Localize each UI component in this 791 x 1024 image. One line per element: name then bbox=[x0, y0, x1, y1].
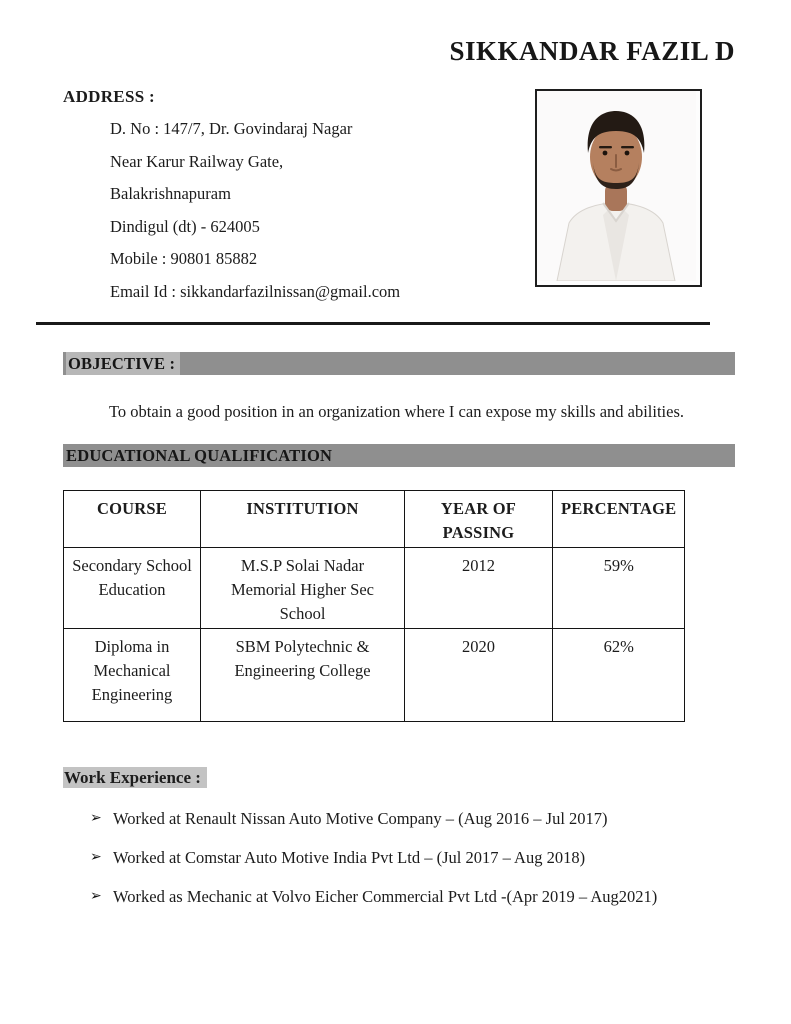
column-header-percentage: PERCENTAGE bbox=[553, 491, 685, 548]
address-line-area: Balakrishnapuram bbox=[110, 184, 231, 203]
cell-percentage: 59% bbox=[553, 548, 685, 629]
cell-year: 2020 bbox=[405, 629, 553, 722]
objective-section-heading bbox=[63, 352, 735, 375]
column-header-year-of-passing: YEAR OF PASSING bbox=[405, 491, 553, 548]
column-header-course: COURSE bbox=[64, 491, 201, 548]
column-header-institution: INSTITUTION bbox=[201, 491, 405, 548]
arrow-bullet-icon: ➢ bbox=[90, 889, 102, 904]
address-lines bbox=[110, 113, 400, 308]
address-label: ADDRESS : bbox=[63, 87, 155, 106]
table-row-diploma bbox=[64, 629, 685, 722]
work-experience-heading bbox=[63, 768, 735, 788]
address-line-house: D. No : 147/7, Dr. Govindaraj Nagar bbox=[110, 119, 353, 138]
address-line-district: Dindigul (dt) - 624005 bbox=[110, 216, 260, 236]
experience-item-text: Worked as Mechanic at Volvo Eicher Commercial Pvt Ltd -(Apr 2019 – Aug2021) bbox=[113, 887, 658, 906]
header-row bbox=[63, 87, 735, 308]
education-table-header-row bbox=[64, 491, 685, 548]
address-block bbox=[63, 87, 400, 308]
arrow-bullet-icon: ➢ bbox=[90, 850, 102, 865]
work-experience-label: Work Experience : bbox=[63, 767, 207, 788]
cell-institution: SBM Polytechnic & Engineering College bbox=[201, 629, 405, 722]
objective-label: OBJECTIVE : bbox=[66, 352, 180, 375]
cell-course: Secondary School Education bbox=[64, 548, 201, 629]
experience-item-text: Worked at Renault Nissan Auto Motive Company – (Aug 2016 – Jul 2017) bbox=[113, 809, 608, 828]
cell-institution: M.S.P Solai Nadar Memorial Higher Sec School bbox=[201, 548, 405, 629]
table-row-secondary-school bbox=[64, 548, 685, 629]
education-label: EDUCATIONAL QUALIFICATION bbox=[66, 446, 333, 465]
cell-course: Diploma in Mechanical Engineering bbox=[64, 629, 201, 722]
education-section-heading bbox=[63, 444, 735, 467]
profile-photo bbox=[535, 89, 702, 287]
profile-photo-illustration bbox=[537, 91, 696, 281]
work-experience-list bbox=[63, 804, 735, 912]
list-item bbox=[90, 843, 730, 873]
address-line-landmark: Near Karur Railway Gate, bbox=[110, 151, 284, 171]
address-line-mobile: Mobile : 90801 85882 bbox=[110, 249, 258, 268]
objective-text: To obtain a good position in an organization where I can expose my skills and abilities. bbox=[109, 402, 685, 421]
list-item bbox=[90, 882, 730, 912]
education-table bbox=[63, 490, 685, 722]
address-line-email: Email Id : sikkandarfazilnissan@gmail.com bbox=[110, 281, 401, 301]
cell-percentage: 62% bbox=[553, 629, 685, 722]
cell-year: 2012 bbox=[405, 548, 553, 629]
list-item bbox=[90, 804, 730, 834]
experience-item-text: Worked at Comstar Auto Motive India Pvt Ltd – (Jul 2017 – Aug 2018) bbox=[113, 848, 586, 867]
page-title: SIKKANDAR FAZIL D bbox=[449, 36, 735, 66]
arrow-bullet-icon: ➢ bbox=[90, 811, 102, 826]
divider-rule bbox=[36, 322, 710, 325]
